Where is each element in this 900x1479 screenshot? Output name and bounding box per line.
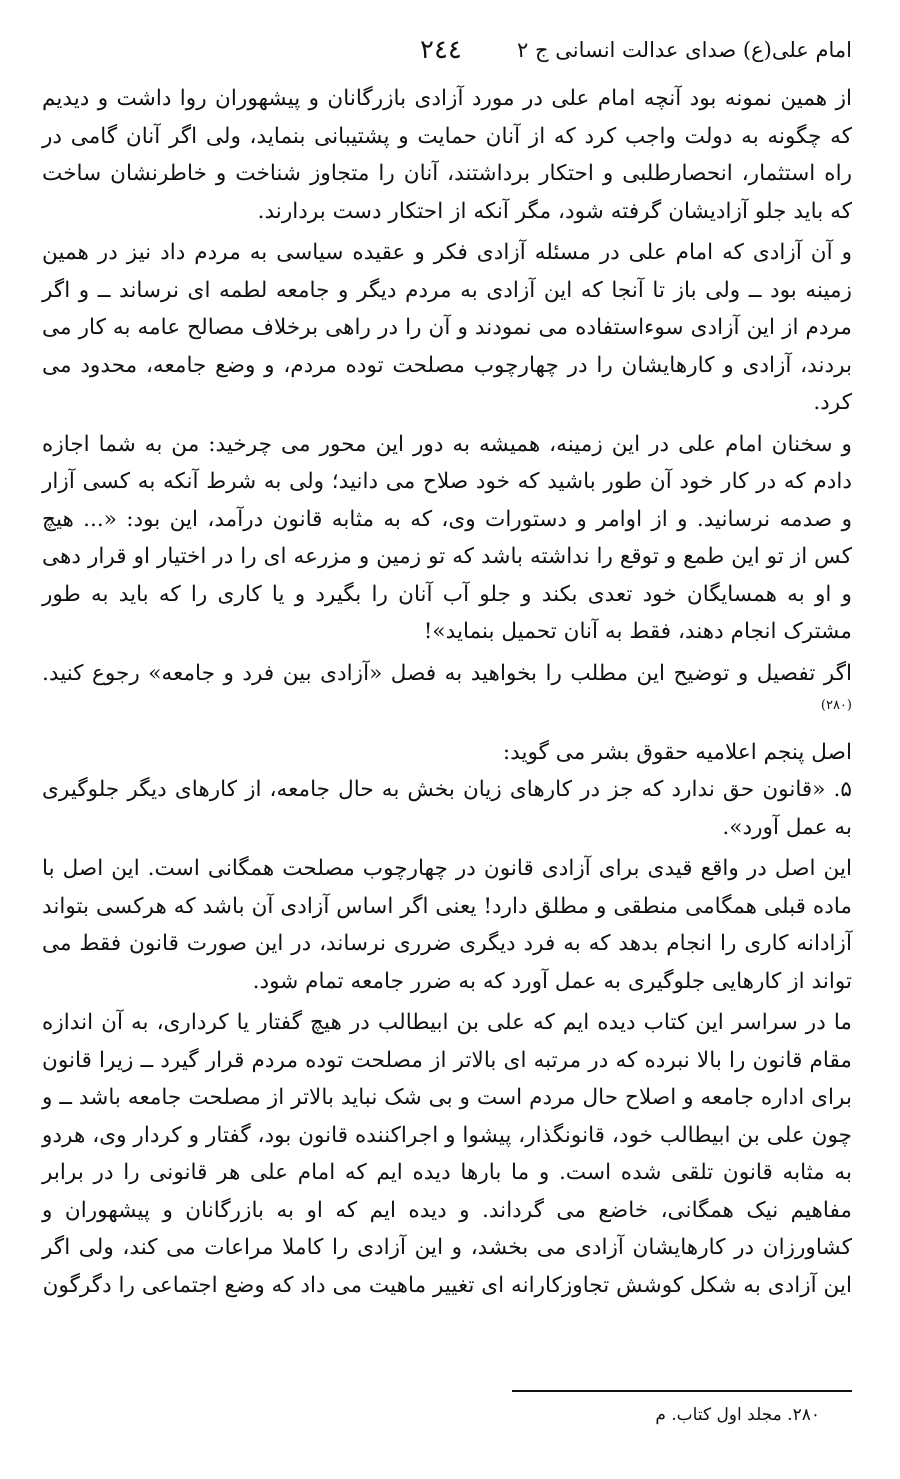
paragraph: این اصل در واقع قیدی برای آزادی قانون در چهارچوب مصلحت همگانی است. این اصل با ماده قبلی همگامی منطقی و مطلق دارد! یعنی اگر اساس آزادی آن باشد که هرکسی بتواند آزادانه کاری را انجام بدهد که به فرد دیگری ضرری نرساند، در این صورت قانون فقط می تواند از کارهایی جلوگیری به عمل آورد که به ضرر جامعه تمام شود.: [42, 856, 852, 994]
paragraph: اصل پنجم اعلامیه حقوق بشر می گوید:: [502, 739, 852, 765]
page-header: [420, 30, 852, 70]
paragraph: و سخنان امام علی در این زمینه، همیشه به دور این محور می چرخید: من به شما اجازه دادم که در کار خود آن طور باشید که خود صلاح می دانید؛ ولی به شرط آنکه به کسی آزار و صدمه نرسانید. و از اوامر و دستورات وی، که به مثابه قانون درآمد، این بود: «... هیچ کس از تو این طمع و توقع را نداشته باشد که تو زمین و مزرعه ای را در اختیار او قرار دهی و او به همسایگان خود تعدی بکند و جلو آب آنان را بگیرد و یا کاری را که باید به طور مشترک انجام دهند، فقط به آنان تحمیل بنماید»!: [42, 431, 852, 644]
body-text: [42, 80, 852, 1304]
paragraph: ما در سراسر این کتاب دیده ایم که علی بن ابیطالب در هیچ گفتار یا کرداری، به آن اندازه مقام قانون را بالا نبرده که در مرتبه ای بالاتر از مصلحت توده مردم قرار گیرد ــ زیرا قانون برای اداره جامعه و اصلاح حال مردم است و بی شک نباید بالاتر از مصلحت جامعه باشد ــ و چون علی بن ابیطالب خود، قانونگذار، پیشوا و اجراکننده قانون بود، گفتار و کردار وی، هردو به مثابه قانون تلقی شده است. و ما بارها دیده ایم که امام علی هر قانونی را در برابر مفاهیم نیک همگانی، خاضع می گرداند. و دیده ایم که او به بازرگانان و پیشهوران و کشاورزان در کارهایشان آزادی می بخشد، و این آزادی را کاملا مراعات می کند، ولی اگر این آزادی به شکل کوشش تجاوزکارانه ای تغییر ماهیت می داد که وضع اجتماعی را دگرگون: [42, 1010, 852, 1298]
paragraph-text: اگر تفصیل و توضیح این مطلب را بخواهید به فصل «آزادی بین فرد و جامعه» رجوع کنید.: [42, 660, 852, 686]
paragraph-with-footnote: [42, 655, 852, 730]
paragraph: از همین نمونه بود آنچه امام علی در مورد آزادی بازرگانان و پیشهوران روا داشت و دیدیم که چگونه به دولت واجب کرد که از آنان حمایت و پشتیبانی بنماید، ولی اگر آنان گامی در راه استثمار، انحصارطلبی و احتکار برداشتند، آنان را متجاوز شناخت و خاطرنشان ساخت که باید جلو آزادیشان گرفته شود، مگر آنکه از احتکار دست بردارند.: [42, 86, 852, 224]
running-title: امام علی(ع) صدای عدالت انسانی ج ۲: [517, 38, 852, 62]
footnote: ۲۸۰. مجلد اول کتاب. م: [655, 1405, 820, 1425]
footnote-divider: [512, 1390, 852, 1392]
page-number: ۲٤٤: [420, 35, 462, 65]
footnote-reference: (۲۸۰): [820, 697, 852, 713]
paragraph: و آن آزادی که امام علی در مسئله آزادی فکر و عقیده سیاسی به مردم داد نیز در همین زمینه بود ــ ولی باز تا آنجا که این آزادی به مردم دیگر و جامعه لطمه ای نرساند ــ و اگر مردم از این آزادی سوءاستفاده می نمودند و آن را در راهی برخلاف مصالح عامه به کار می بردند، آزادی و کارهایشان را در چهارچوب مصلحت توده مردم، و وضع جامعه، محدود می کرد.: [42, 240, 852, 415]
quoted-article: ۵. «قانون حق ندارد که جز در کارهای زیان بخش به حال جامعه، از کارهای دیگر جلوگیری به عمل آورد».: [42, 777, 852, 840]
